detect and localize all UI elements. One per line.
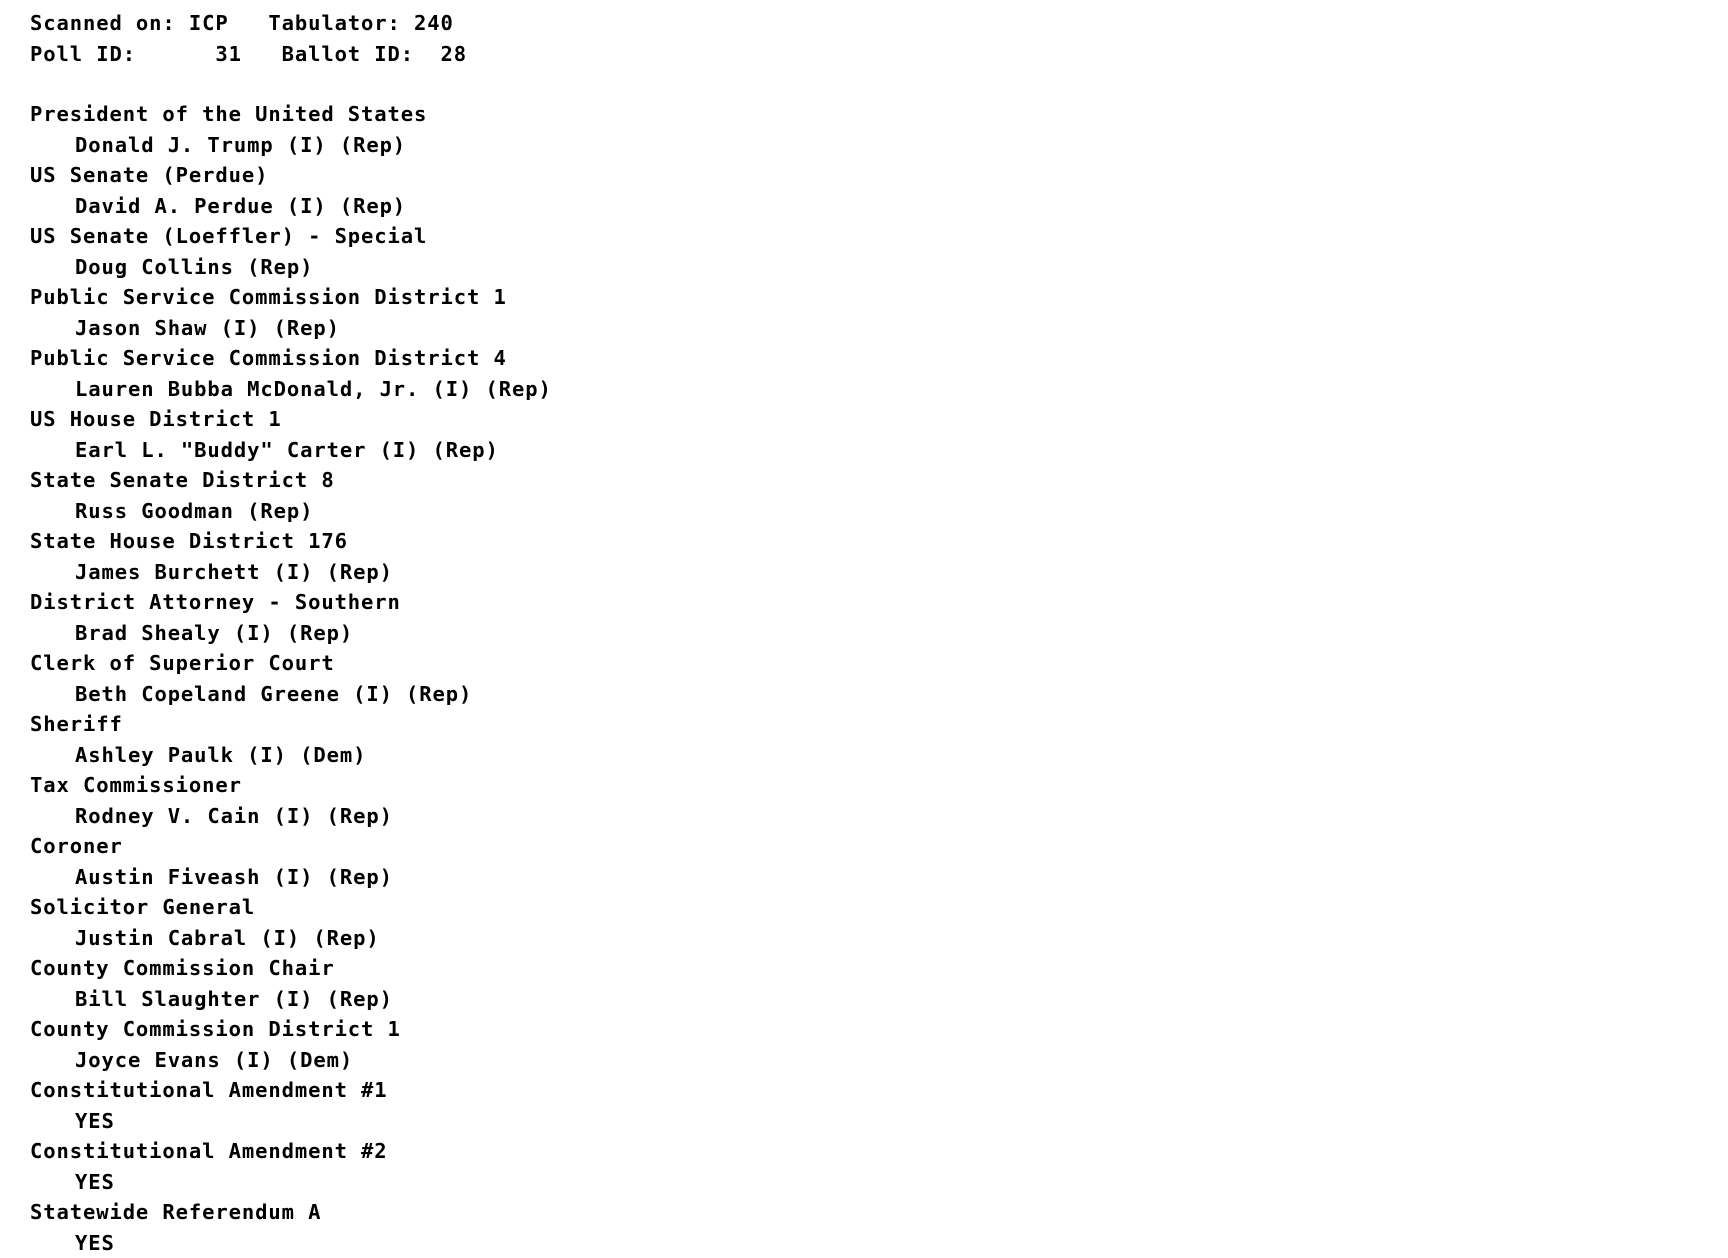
contest-title: State House District 176 — [30, 526, 1728, 557]
contest-choice: Jason Shaw (I) (Rep) — [30, 313, 1728, 344]
poll-ballot-id-line: Poll ID: 31 Ballot ID: 28 — [30, 39, 1728, 70]
contest-entry — [30, 1014, 1728, 1075]
contest-choice: Beth Copeland Greene (I) (Rep) — [30, 679, 1728, 710]
contest-entry — [30, 953, 1728, 1014]
contest-choice: YES — [30, 1106, 1728, 1137]
contest-title: Solicitor General — [30, 892, 1728, 923]
contest-choice: James Burchett (I) (Rep) — [30, 557, 1728, 588]
contest-title: President of the United States — [30, 99, 1728, 130]
contest-choice: David A. Perdue (I) (Rep) — [30, 191, 1728, 222]
contest-title: Statewide Referendum A — [30, 1197, 1728, 1228]
contest-choice: Ashley Paulk (I) (Dem) — [30, 740, 1728, 771]
contest-entry — [30, 831, 1728, 892]
contest-entry — [30, 343, 1728, 404]
contest-choice: Brad Shealy (I) (Rep) — [30, 618, 1728, 649]
contest-title: County Commission District 1 — [30, 1014, 1728, 1045]
contest-title: US House District 1 — [30, 404, 1728, 435]
contest-choice: Lauren Bubba McDonald, Jr. (I) (Rep) — [30, 374, 1728, 405]
contest-entry — [30, 404, 1728, 465]
contest-choice: Austin Fiveash (I) (Rep) — [30, 862, 1728, 893]
contest-entry — [30, 99, 1728, 160]
contest-entry — [30, 465, 1728, 526]
contest-title: Sheriff — [30, 709, 1728, 740]
contest-title: County Commission Chair — [30, 953, 1728, 984]
contest-choice: Bill Slaughter (I) (Rep) — [30, 984, 1728, 1015]
contest-title: District Attorney - Southern — [30, 587, 1728, 618]
contest-entry — [30, 1136, 1728, 1197]
contest-title: Clerk of Superior Court — [30, 648, 1728, 679]
contest-choice: YES — [30, 1228, 1728, 1258]
contest-entry — [30, 221, 1728, 282]
contest-entry — [30, 587, 1728, 648]
contest-entry — [30, 526, 1728, 587]
contest-choice: YES — [30, 1167, 1728, 1198]
contest-title: State Senate District 8 — [30, 465, 1728, 496]
contest-choice: Donald J. Trump (I) (Rep) — [30, 130, 1728, 161]
contest-title: Constitutional Amendment #2 — [30, 1136, 1728, 1167]
contest-entry — [30, 709, 1728, 770]
contest-title: US Senate (Loeffler) - Special — [30, 221, 1728, 252]
contest-entry — [30, 648, 1728, 709]
contest-entry — [30, 282, 1728, 343]
contest-title: Constitutional Amendment #1 — [30, 1075, 1728, 1106]
contest-choice: Justin Cabral (I) (Rep) — [30, 923, 1728, 954]
contest-entry — [30, 1197, 1728, 1258]
contest-entry — [30, 1075, 1728, 1136]
contest-choice: Joyce Evans (I) (Dem) — [30, 1045, 1728, 1076]
scanner-info-line: Scanned on: ICP Tabulator: 240 — [30, 8, 1728, 39]
contest-title: US Senate (Perdue) — [30, 160, 1728, 191]
contest-entry — [30, 892, 1728, 953]
contest-list — [30, 99, 1728, 1258]
contest-choice: Russ Goodman (Rep) — [30, 496, 1728, 527]
contest-title: Public Service Commission District 1 — [30, 282, 1728, 313]
contest-choice: Doug Collins (Rep) — [30, 252, 1728, 283]
contest-choice: Earl L. "Buddy" Carter (I) (Rep) — [30, 435, 1728, 466]
header-separator — [30, 69, 1728, 99]
contest-title: Public Service Commission District 4 — [30, 343, 1728, 374]
contest-entry — [30, 160, 1728, 221]
contest-entry — [30, 770, 1728, 831]
contest-title: Tax Commissioner — [30, 770, 1728, 801]
contest-choice: Rodney V. Cain (I) (Rep) — [30, 801, 1728, 832]
contest-title: Coroner — [30, 831, 1728, 862]
